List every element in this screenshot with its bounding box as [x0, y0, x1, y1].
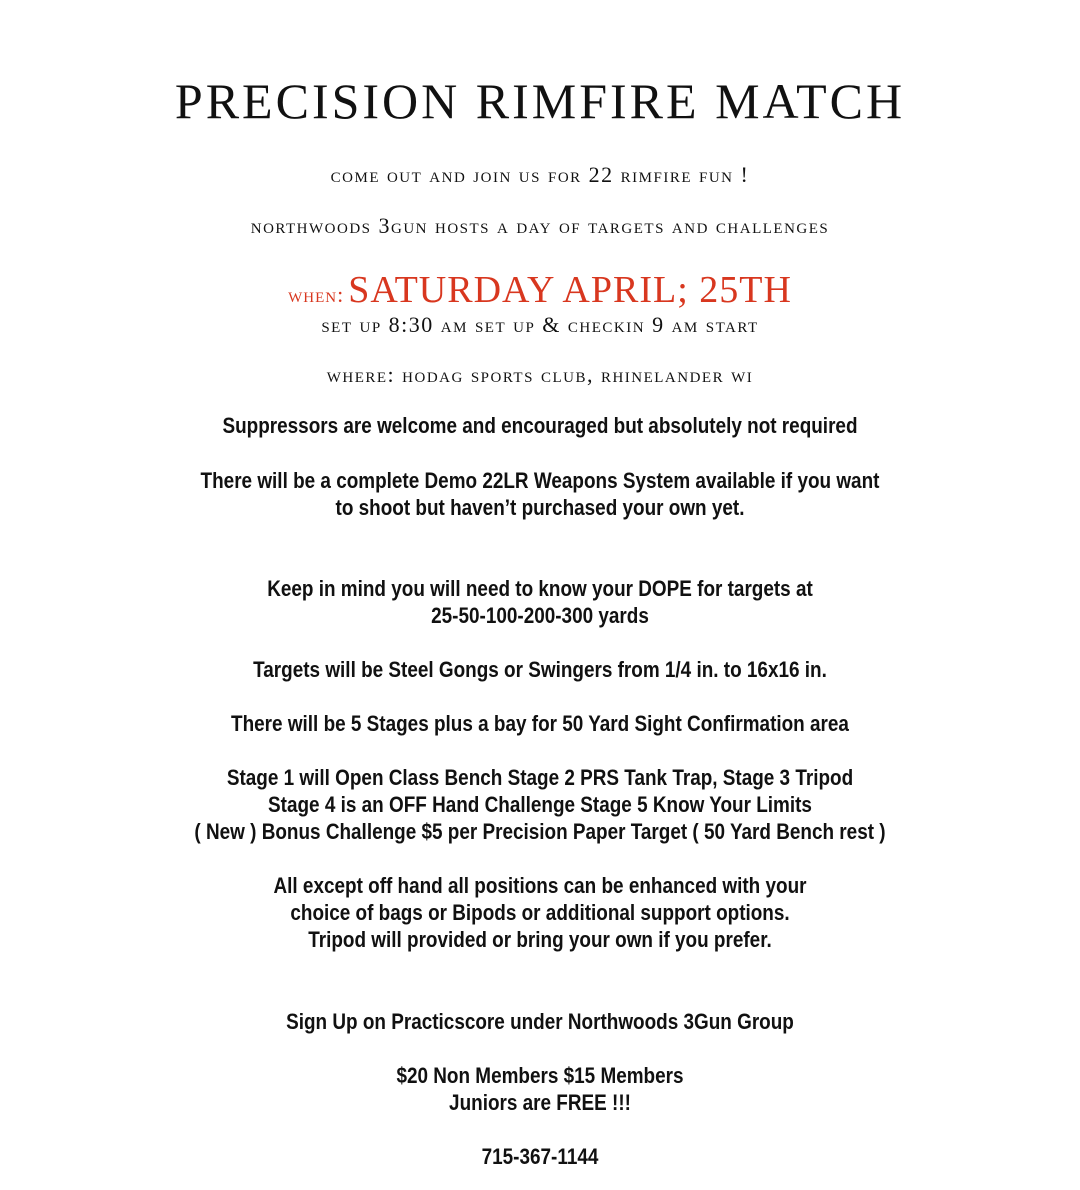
event-times: set up 8:30 am set up & checkin 9 am start [321, 312, 759, 337]
stages-intro-line: There will be 5 Stages plus a bay for 50 Yard Sight Confirmation area [231, 711, 849, 736]
pricing [76, 1062, 1005, 1116]
contact-phone [76, 1143, 1005, 1170]
pricing-line-1: $20 Non Members $15 Members [396, 1063, 684, 1088]
stage-line-3: ( New ) Bonus Challenge $5 per Precision Paper Target ( 50 Yard Bench rest ) [194, 819, 886, 844]
signup-line: Sign Up on Practicscore under Northwoods 3Gun Group [286, 1009, 794, 1034]
targets-note [76, 656, 1005, 683]
dope-line-2: 25-50-100-200-300 yards [431, 603, 649, 628]
demo-line-1: There will be a complete Demo 22LR Weapons System available if you want [200, 468, 880, 493]
suppressors-line: Suppressors are welcome and encouraged but absolutely not required [222, 413, 858, 438]
positions-line-3: Tripod will provided or bring your own if you prefer. [308, 927, 772, 952]
when-row [0, 268, 1080, 312]
positions-note [76, 872, 1005, 953]
subtitle-hosts: northwoods 3gun hosts a day of targets and challenges [250, 213, 830, 238]
dope-line-1: Keep in mind you will need to know your DOPE for targets at [267, 576, 813, 601]
suppressors-note [76, 412, 1005, 439]
demo-note [76, 467, 1005, 521]
stage-line-1: Stage 1 will Open Class Bench Stage 2 PRS Tank Trap, Stage 3 Tripod [226, 765, 854, 790]
stage-line-2: Stage 4 is an OFF Hand Challenge Stage 5 Know Your Limits [268, 792, 812, 817]
event-location: where: hodag sports club, rhinelander wi [326, 362, 754, 387]
dope-note [76, 575, 1005, 629]
flyer-title: PRECISION RIMFIRE MATCH [174, 73, 906, 129]
positions-line-2: choice of bags or Bipods or additional support options. [290, 900, 790, 925]
signup-note [76, 1008, 1005, 1035]
targets-line: Targets will be Steel Gongs or Swingers from 1/4 in. to 16x16 in. [253, 657, 827, 682]
pricing-line-2: Juniors are FREE !!! [449, 1090, 631, 1115]
stages-intro [76, 710, 1005, 737]
event-date: SATURDAY APRIL; 25TH [348, 269, 792, 311]
positions-line-1: All except off hand all positions can be enhanced with your [273, 873, 807, 898]
when-label: when: [288, 282, 345, 307]
stages-list [76, 764, 1005, 845]
subtitle-join: come out and join us for 22 rimfire fun ! [330, 162, 750, 187]
phone-number: 715-367-1144 [481, 1144, 599, 1169]
demo-line-2: to shoot but haven’t purchased your own yet. [335, 495, 745, 520]
